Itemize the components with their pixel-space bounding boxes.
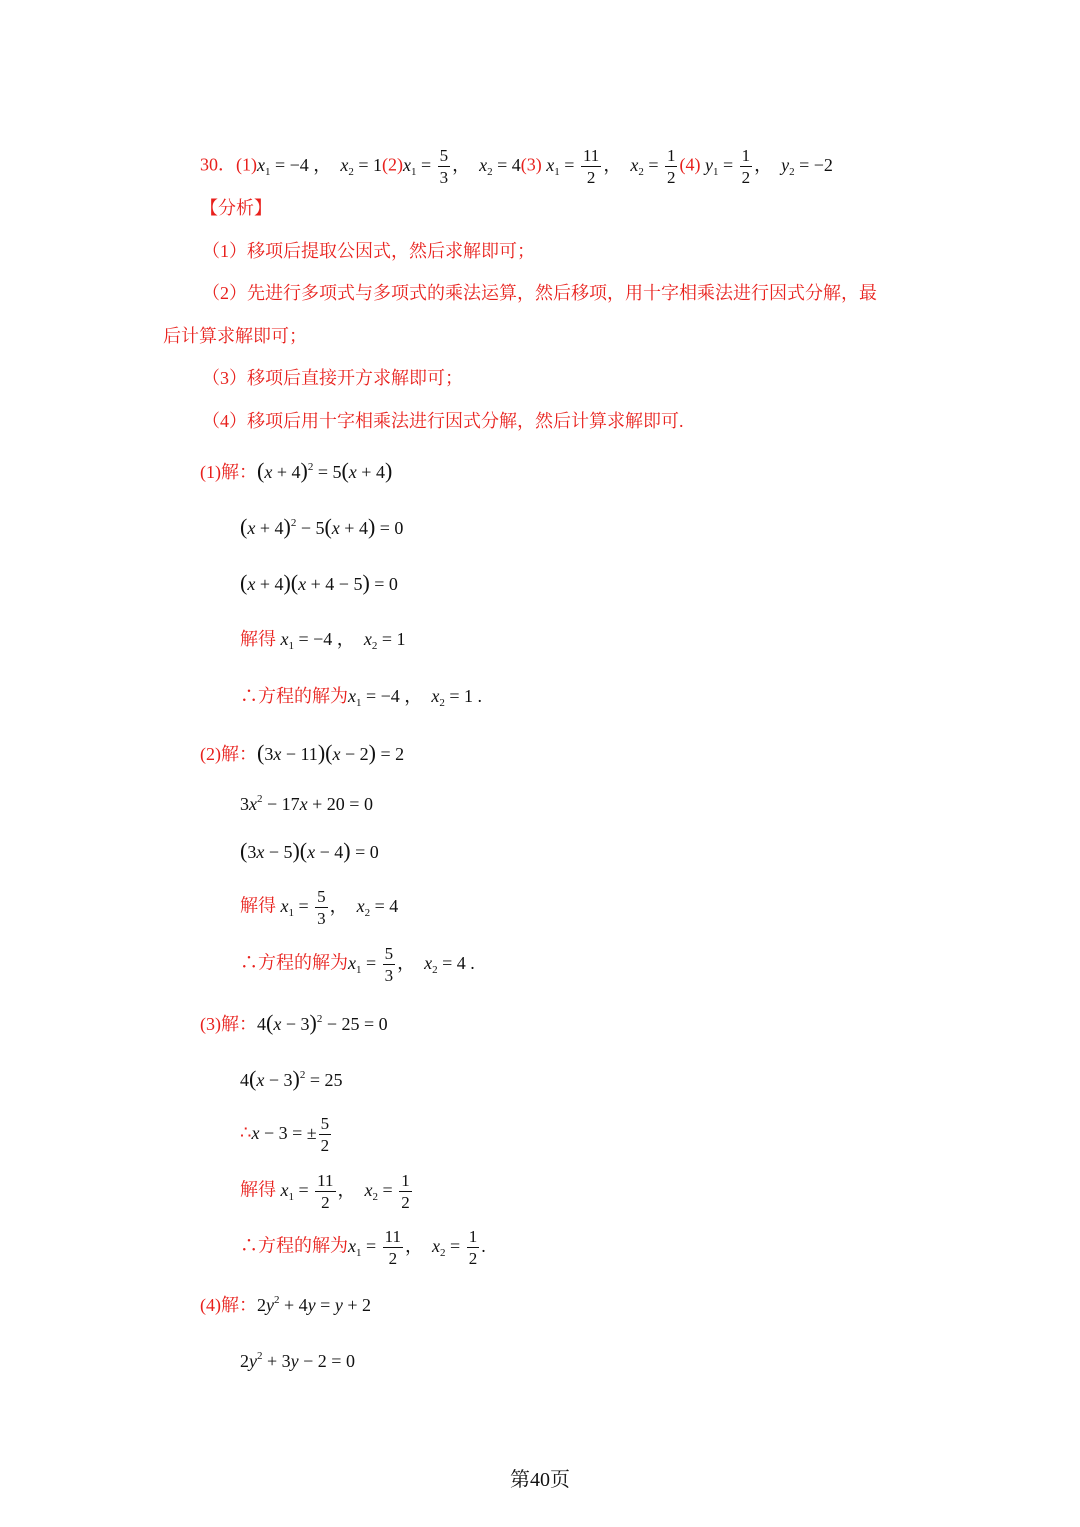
- solution-4-start: (4)解：$2y^2 + 4y = y + 2$: [200, 1294, 371, 1315]
- analysis-item-1: （1）移项后提取公因式，然后求解即可；: [202, 241, 535, 261]
- solution-3-label: (3)解：: [200, 1014, 257, 1034]
- solution-1-label: (1)解：: [200, 462, 257, 482]
- solution-3-start: (3)解：$4(x - 3)^2 - 25 = 0$: [200, 1010, 388, 1035]
- analysis-item-4: （4）移项后用十字相乘法进行因式分解，然后计算求解即可.: [202, 411, 684, 431]
- analysis-item-2: （2）先进行多项式与多项式的乘法运算，然后移项，用十字相乘法进行因式分解，最: [202, 283, 877, 303]
- solution-1-step-1: $(x + 4)^2 - 5(x + 4) = 0$: [240, 514, 404, 539]
- solution-2-solved: 解得 $x_1$ = $\frac{5}{3}$ ， $x_2 = 4$: [240, 887, 399, 928]
- solution-1-start: (1)解：$(x + 4)^2 = 5(x + 4)$: [200, 458, 393, 483]
- part-1-label: (1): [236, 154, 257, 175]
- part-4-label: (4): [679, 154, 701, 175]
- analysis-item-2-cont: 后计算求解即可；: [163, 326, 307, 346]
- solution-2-step-1: $3x^2 - 17x + 20 = 0$: [240, 793, 373, 814]
- solution-3-solved: 解得 $x_1$ = $\frac{11}{2}$ ， $x_2$ = $\frac{1}{2}$: [240, 1171, 410, 1212]
- solution-3-step-2: ∴x − 3 = ± $\frac{5}{2}$: [240, 1114, 330, 1155]
- solution-4-step-1: $2y^2 + 3y - 2 = 0$: [240, 1350, 355, 1371]
- solution-2-label: (2)解：: [200, 744, 257, 764]
- solution-2-conclusion: ∴方程的解为$x_1$ = $\frac{5}{3}$ ， $x_2 = 4$ .: [240, 944, 475, 985]
- solution-2-step-2: (3x − 5)(x − 4) = 0: [240, 838, 379, 863]
- analysis-heading: 【分析】: [200, 198, 272, 218]
- solution-1-solved: 解得 $x_1 = -4$ ， $x_2 = 1$: [240, 629, 406, 652]
- solution-1-step-2: (x + 4)(x + 4 − 5) = 0: [240, 570, 398, 595]
- page-number: 第40页: [510, 1469, 570, 1491]
- solution-3-step-1: $4(x - 3)^2 = 25$: [240, 1066, 343, 1091]
- question-number: 30．: [200, 154, 236, 175]
- analysis-item-3: （3）移项后直接开方求解即可；: [202, 368, 463, 388]
- part-2-label: (2): [381, 154, 403, 175]
- solution-4-label: (4)解：: [200, 1295, 257, 1315]
- part-3-label: (3): [520, 154, 542, 175]
- solution-3-conclusion: ∴方程的解为$x_1$ = $\frac{11}{2}$ ， $x_2$ = $\frac{1}{2}$ .: [240, 1227, 486, 1268]
- solution-2-start: (2)解：(3x − 11)(x − 2) = 2: [200, 740, 405, 765]
- answer-line: 30．$(1)x_1 = -4$ ， $x_2 = 1(2)x_1$ = $\frac{5}{3}$ ， $x_2 = 4(3) x_1$ = $\frac{11}{2}$ ， $x_2$ = $\frac{1}{2}$ (4) $y_1$ = $\frac{1}{2}$ ， $y_2 = -2$: [200, 146, 833, 187]
- solution-1-conclusion: ∴方程的解为$x_1 = -4$ ， $x_2 = 1$ .: [240, 686, 482, 709]
